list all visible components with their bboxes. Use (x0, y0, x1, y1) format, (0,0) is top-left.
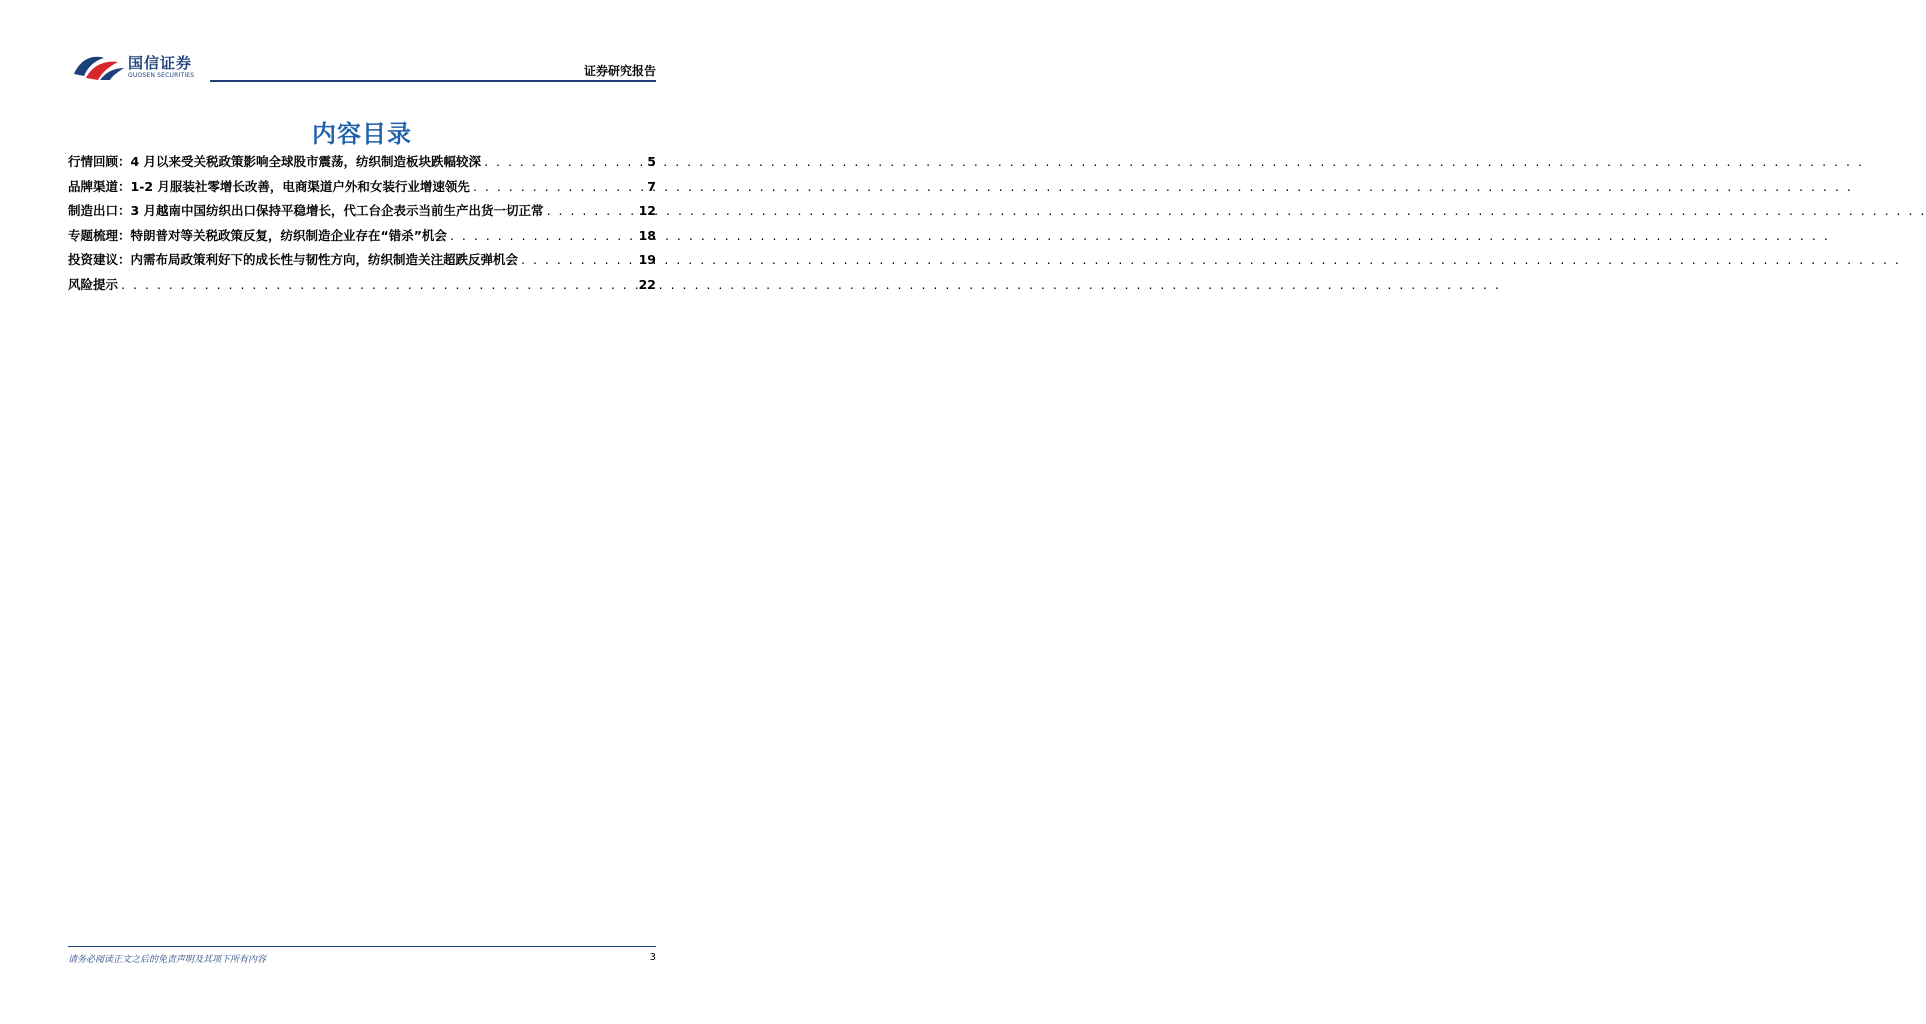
toc-leader-dots (473, 179, 644, 194)
toc-leader-dots (547, 203, 636, 218)
toc-entry-page: 22 (638, 276, 656, 292)
toc-entry-page: 18 (638, 227, 656, 243)
toc-entry[interactable] (68, 275, 656, 300)
toc-entry-text: 专题梳理：特朗普对等关税政策反复，纺织制造企业存在“错杀”机会 (68, 227, 447, 243)
toc-entry[interactable] (68, 152, 656, 177)
footer-divider (68, 946, 656, 947)
toc-entry-text: 投资建议：内需布局政策利好下的成长性与韧性方向，纺织制造关注超跌反弹机会 (68, 252, 519, 267)
page-header (70, 50, 656, 84)
toc-entry[interactable] (68, 201, 656, 226)
toc-leader-dots (121, 277, 636, 292)
guosen-logo (70, 50, 210, 84)
toc-leader-dots (521, 252, 636, 267)
header-divider (210, 80, 656, 82)
toc-entry-text: 制造出口：3 月越南中国纺织出口保持平稳增长，代工台企表示当前生产出货一切正常 (68, 203, 544, 218)
toc-entry-page: 5 (647, 154, 656, 169)
toc-leader-dots (484, 154, 644, 169)
toc-entry-text: 行情回顾：4 月以来受关税政策影响全球股市震荡，纺织制造板块跌幅较深 (68, 154, 482, 169)
toc-title: 内容目录 (312, 120, 412, 148)
logo-text-en: GUOSEN SECURITIES (128, 72, 195, 79)
toc-leader-dots (450, 228, 636, 243)
logo-text-cn: 国信证券 (128, 54, 193, 72)
toc-entry-page: 7 (647, 178, 656, 194)
toc-entry-page: 12 (638, 203, 656, 218)
toc-entry[interactable] (68, 250, 656, 275)
toc-entry-page: 19 (638, 252, 656, 267)
page-number: 3 (649, 952, 656, 963)
toc-entry-text: 品牌渠道：1-2 月服装社零增长改善，电商渠道户外和女装行业增速领先 (68, 178, 470, 194)
guosen-logo-icon (70, 52, 126, 82)
toc-entry[interactable] (68, 226, 656, 251)
toc-entry[interactable] (68, 177, 656, 202)
footer-disclaimer: 请务必阅读正文之后的免责声明及其项下所有内容 (68, 955, 267, 965)
table-of-contents (68, 152, 656, 299)
report-type-label: 证券研究报告 (583, 64, 656, 78)
toc-entry-text: 风险提示 (68, 276, 119, 292)
